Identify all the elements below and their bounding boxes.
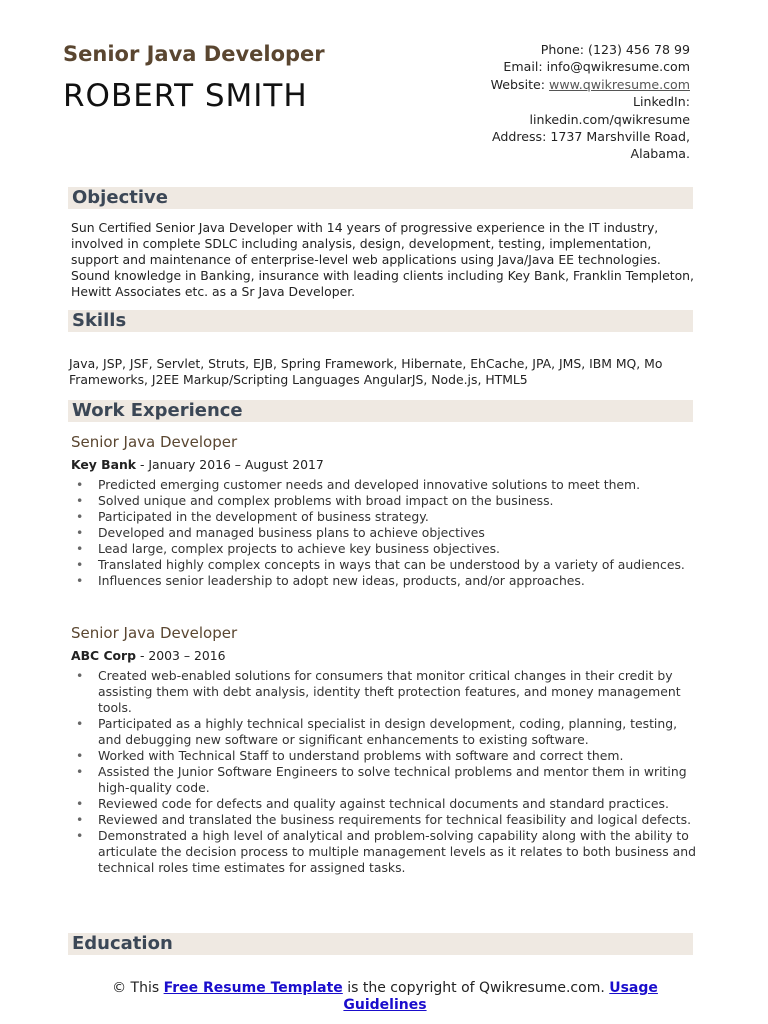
contact-info bbox=[450, 41, 690, 163]
section-objective bbox=[68, 187, 693, 209]
job-company bbox=[71, 648, 226, 663]
skills-text: Java, JSP, JSF, Servlet, Struts, EJB, Spring Framework, Hibernate, EhCache, JPA, JMS, IBM MQ, Mo Frameworks, J2EE Markup/Scripting Languages AngularJS, Node.js, HTML5 bbox=[69, 356, 663, 387]
bullet-text: Participated as a highly technical specialist in design development, coding, planning, testing, and debugging new software or significant enhancements to existing software. bbox=[98, 716, 678, 747]
section-work-experience bbox=[68, 400, 693, 422]
bullet-item bbox=[76, 573, 701, 589]
bullet-item bbox=[76, 509, 701, 525]
bullet-text: Developed and managed business plans to achieve objectives bbox=[98, 525, 485, 540]
linkedin: linkedin.com/qwikresume bbox=[529, 111, 690, 127]
bullet-icon: • bbox=[76, 541, 84, 556]
bullet-item bbox=[76, 748, 696, 764]
address-line-2: Alabama. bbox=[630, 146, 690, 162]
company-name: ABC Corp bbox=[71, 648, 137, 663]
bullet-item bbox=[76, 493, 701, 509]
bullet-icon: • bbox=[76, 828, 84, 843]
website-label: Website: bbox=[490, 76, 550, 92]
job-bullets bbox=[76, 668, 696, 876]
job-title: Senior Java Developer bbox=[71, 624, 238, 642]
section-skills bbox=[68, 310, 693, 332]
bullet-item bbox=[76, 828, 696, 876]
objective-text: Sun Certified Senior Java Developer with 14 years of progressive experience in the IT industry, involved in complete SDLC including analysis, design, development, testing, implementation, support and maintenance of enterprise-level web applications using Java/Java EE technologies. Sound knowledge in Banking, insurance with leading clients including Key Bank, Franklin Templeton, Hewitt Associates etc. as a Sr Java Developer. bbox=[71, 220, 694, 299]
section-education bbox=[68, 933, 693, 955]
phone: Phone: (123) 456 78 99 bbox=[540, 42, 690, 57]
bullet-text: Assisted the Junior Software Engineers to solve technical problems and mentor them in writing high-quality code. bbox=[98, 764, 687, 795]
website-link[interactable]: www.qwikresume.com bbox=[549, 76, 690, 92]
section-heading: Work Experience bbox=[72, 400, 243, 421]
bullet-text: Reviewed code for defects and quality against technical documents and standard practices. bbox=[98, 796, 669, 811]
bullet-item bbox=[76, 557, 701, 573]
job-dates: - 2003 – 2016 bbox=[136, 648, 226, 663]
bullet-icon: • bbox=[76, 668, 84, 683]
bullet-text: Created web-enabled solutions for consumers that monitor critical changes in their credit by assisting them with debt analysis, identity theft protection features, and money management tools. bbox=[98, 668, 681, 715]
resume-job-title: Senior Java Developer bbox=[63, 42, 325, 66]
copyright-footer bbox=[100, 980, 670, 1014]
email: Email: info@qwikresume.com bbox=[503, 59, 690, 75]
bullet-item bbox=[76, 812, 696, 828]
bullet-text: Solved unique and complex problems with broad impact on the business. bbox=[98, 493, 554, 508]
section-heading: Skills bbox=[72, 310, 127, 331]
bullet-item bbox=[76, 796, 696, 812]
job-bullets bbox=[76, 477, 701, 589]
bullet-icon: • bbox=[76, 716, 84, 731]
job-title: Senior Java Developer bbox=[71, 433, 238, 451]
website bbox=[450, 76, 690, 93]
bullet-text: Lead large, complex projects to achieve key business objectives. bbox=[98, 541, 500, 556]
bullet-text: Translated highly complex concepts in ways that can be understood by a variety of audiences. bbox=[98, 557, 685, 572]
bullet-text: Demonstrated a high level of analytical and problem-solving capability along with the ability to articulate the decision process to multiple management levels as it relates to both business and technical roles time estimates for assigned tasks. bbox=[98, 828, 696, 875]
candidate-name: ROBERT SMITH bbox=[63, 78, 308, 114]
section-heading: Objective bbox=[72, 187, 168, 208]
address-line-1: Address: 1737 Marshville Road, bbox=[491, 129, 690, 145]
bullet-icon: • bbox=[76, 509, 84, 524]
bullet-item bbox=[76, 716, 696, 748]
company-name: Key Bank bbox=[71, 457, 137, 472]
bullet-item bbox=[76, 525, 701, 541]
bullet-icon: • bbox=[76, 525, 84, 540]
bullet-icon: • bbox=[76, 764, 84, 779]
bullet-icon: • bbox=[76, 477, 84, 492]
linkedin-label: LinkedIn: bbox=[632, 94, 690, 110]
bullet-text: Influences senior leadership to adopt new ideas, products, and/or approaches. bbox=[98, 573, 585, 588]
bullet-text: Reviewed and translated the business requirements for technical feasibility and logical defects. bbox=[98, 812, 692, 827]
job-dates: - January 2016 – August 2017 bbox=[136, 457, 324, 472]
footer-prefix: © This bbox=[112, 980, 164, 996]
free-resume-template-link[interactable]: Free Resume Template bbox=[163, 980, 343, 996]
bullet-item bbox=[76, 477, 701, 493]
bullet-icon: • bbox=[76, 812, 84, 827]
job-company bbox=[71, 457, 324, 472]
bullet-item bbox=[76, 541, 701, 557]
bullet-icon: • bbox=[76, 557, 84, 572]
section-heading: Education bbox=[72, 933, 173, 954]
bullet-text: Predicted emerging customer needs and developed innovative solutions to meet them. bbox=[98, 477, 641, 492]
bullet-text: Worked with Technical Staff to understand problems with software and correct them. bbox=[98, 748, 624, 763]
bullet-icon: • bbox=[76, 796, 84, 811]
bullet-icon: • bbox=[76, 748, 84, 763]
bullet-icon: • bbox=[76, 573, 84, 588]
bullet-text: Participated in the development of business strategy. bbox=[98, 509, 429, 524]
bullet-item bbox=[76, 764, 696, 796]
bullet-item bbox=[76, 668, 696, 716]
footer-middle: is the copyright of Qwikresume.com. bbox=[342, 980, 610, 996]
usage-guidelines-link[interactable]: Usage Guidelines bbox=[343, 980, 658, 1013]
bullet-icon: • bbox=[76, 493, 84, 508]
